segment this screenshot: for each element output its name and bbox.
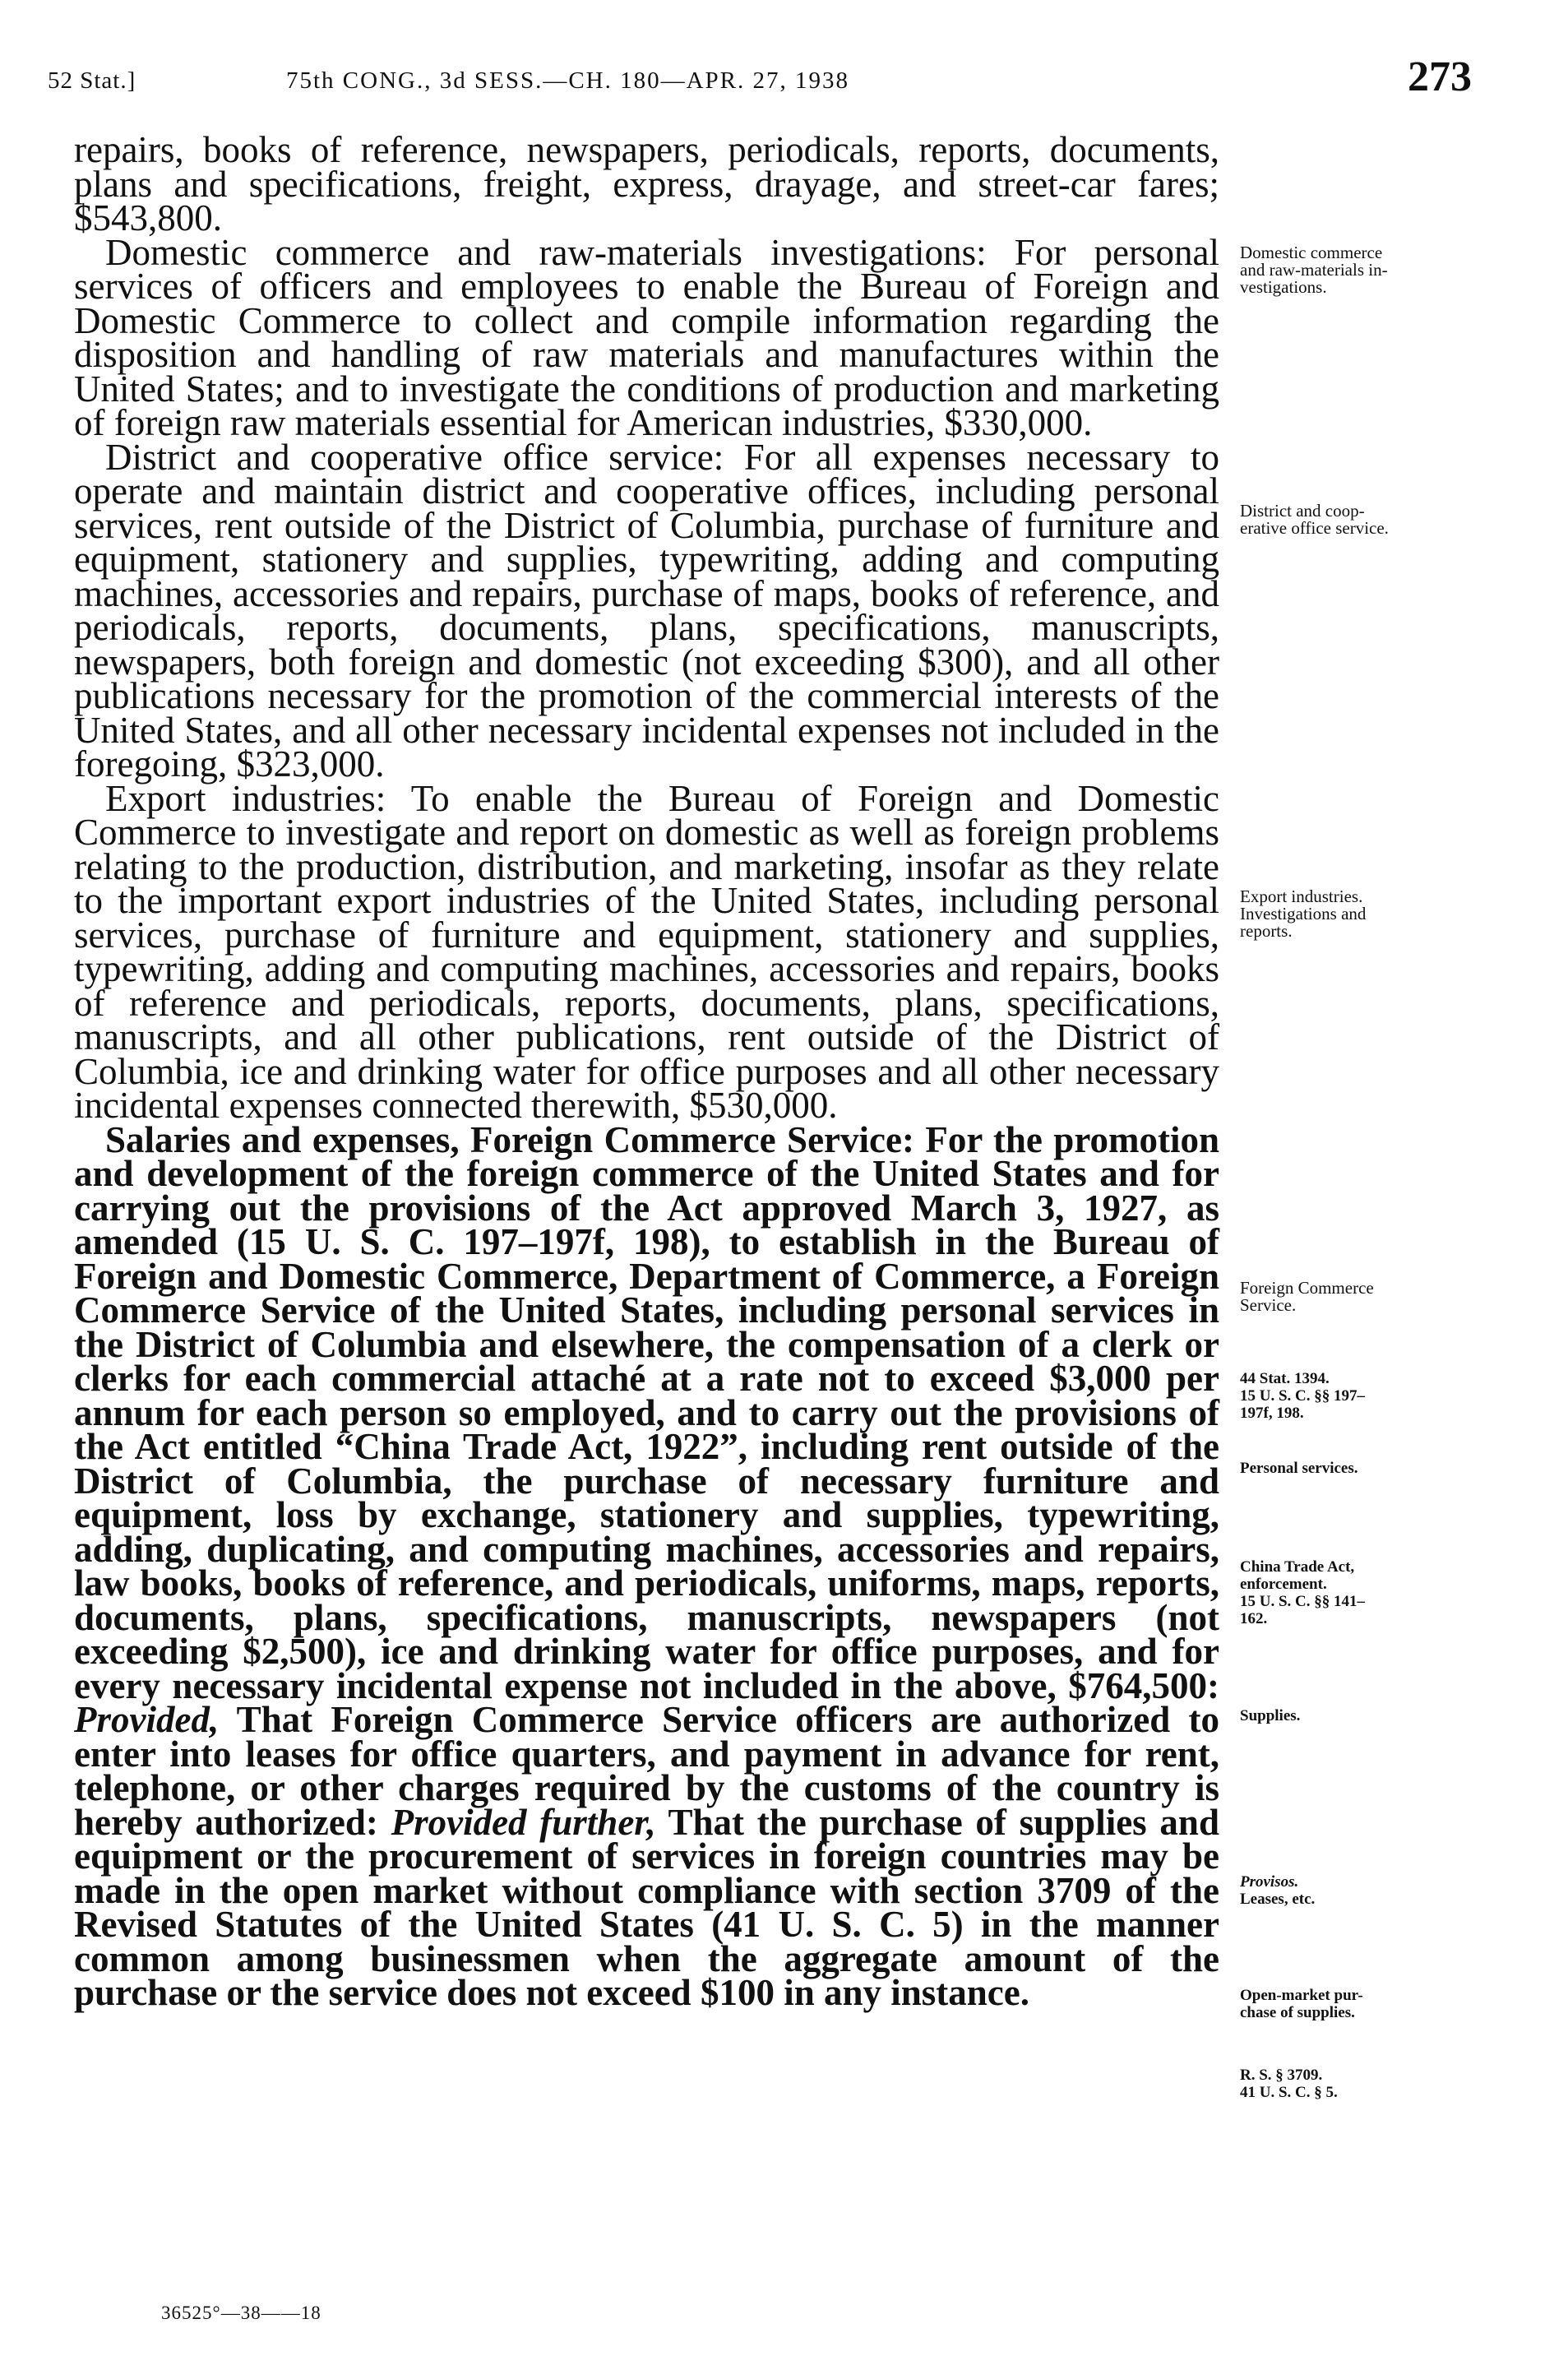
proviso-provided: Provided, (74, 1699, 220, 1740)
paragraph-district-offices: District and cooperative office service: For all expenses necessary to operate and maintain district and cooperative offices, including personal services, rent outside of the District of Columbia, purchase of furniture and equipment, stationery and supplies, typewriting, adding and computing machines, accessories and repairs, purchase of maps, books of reference, and periodicals, reports, documents, plans, specifications, manuscripts, newspapers, both foreign and domestic (not exceeding $300), and all other publications necessary for the promotion of the commercial interests of the United States, and all other necessary incidental expenses not included in the foregoing, $323,000. (74, 436, 1219, 785)
note-line: 15 U. S. C. §§ 141– (1240, 1593, 1366, 1610)
margin-note-provisos (1240, 1873, 1487, 1908)
note-line: and raw-materials in- (1240, 260, 1388, 280)
congress-session-line: 75th CONG., 3d SESS.—CH. 180—APR. 27, 1938 (286, 67, 850, 94)
stat-reference: 52 Stat.] (48, 67, 136, 94)
printer-signature: 36525°—38——18 (161, 2303, 321, 2323)
note-line: Supplies. (1240, 1707, 1301, 1724)
note-line: Export industries. (1240, 886, 1363, 906)
note-line: Investigations and (1240, 904, 1367, 923)
margin-note-personal-services (1240, 1460, 1487, 1477)
note-line: 197f, 198. (1240, 1405, 1304, 1422)
note-line: Domestic commerce (1240, 243, 1383, 262)
note-line: Foreign Commerce (1240, 1278, 1374, 1298)
margin-note-export-industries (1240, 888, 1487, 940)
fcs-text-part-3: That the purchase of supplies and equipment or the procurement of services in foreign countries may be made in the open market without compliance with section 3709 of the Revised Statutes of the United States (41 U. S. C. 5) in the manner common among businessmen when the aggregate amount of the purchase or the service does not exceed $100 in any instance. (74, 1801, 1219, 2013)
margin-note-revised-statutes (1240, 2067, 1487, 2101)
paragraph-domestic-commerce: Domestic commerce and raw-materials investigations: For personal services of officers and employees to enable the Bureau of Foreign and Domestic Commerce to collect and compile information regarding the disposition and handling of raw materials and manufactures within the United States; and to investigate the conditions of production and marketing of foreign raw materials essential for American industries, $330,000. (74, 231, 1219, 443)
margin-note-district-offices (1240, 502, 1487, 537)
note-line: Leases, etc. (1240, 1891, 1316, 1908)
margin-note-supplies (1240, 1707, 1487, 1724)
paragraph-carryover: repairs, books of reference, newspapers, periodicals, reports, documents, plans and specifications, freight, express, drayage, and street-car fares; $543,800. (74, 129, 1219, 238)
note-line: erative office service. (1240, 518, 1389, 538)
note-line: Open-market pur- (1240, 1987, 1363, 2004)
note-line: 44 Stat. 1394. (1240, 1370, 1330, 1387)
proviso-provided-further: Provided further, (391, 1801, 656, 1843)
note-line: reports. (1240, 921, 1293, 941)
paragraph-export-industries: Export industries: To enable the Bureau of Foreign and Domestic Commerce to investigate and report on domestic as well as foreign problems relating to the production, distribution, and marketing, insofar as they relate to the important export industries of the United States, including personal services, purchase of furniture and equipment, stationery and supplies, typewriting, adding and computing machines, accessories and repairs, books of reference and periodicals, reports, documents, plans, specifications, manuscripts, and all other publications, rent outside of the District of Columbia, ice and drinking water for office purposes and all other necessary incidental expenses connected therewith, $530,000. (74, 777, 1219, 1126)
note-line: enforcement. (1240, 1576, 1327, 1593)
running-header (0, 0, 1568, 107)
fcs-text-part-2: That Foreign Commerce Service officers are authorized to enter into leases for office quarters, and payment in advance for rent, telephone, or other charges required by the customs of the country is hereby authorized: (74, 1699, 1219, 1843)
margin-note-stat-citation (1240, 1370, 1487, 1422)
note-line: China Trade Act, (1240, 1558, 1355, 1576)
body-text (74, 129, 1219, 2013)
fcs-text-part-1: Salaries and expenses, Foreign Commerce Service: For the promotion and development of the foreign commerce of the United States and for carrying out the provisions of the Act approved March 3, 1927, as amended (15 U. S. C. 197–197f, 198), to establish in the Bureau of Foreign and Domestic Commerce, Department of Commerce, a Foreign Commerce Service of the United States, including personal services in the District of Columbia and elsewhere, the compensation of a clerk or clerks for each commercial attaché at a rate not to exceed $3,000 per annum for each person so employed, and to carry out the provisions of the Act entitled “China Trade Act, 1922”, including rent outside of the District of Columbia, the purchase of necessary furniture and equipment, loss by exchange, stationery and supplies, typewriting, adding, duplicating, and computing machines, accessories and repairs, law books, books of reference, and periodicals, uniforms, maps, reports, documents, plans, specifications, manuscripts, newspapers (not exceeding $2,500), ice and drinking water for office purposes, and for every necessary incidental expense not included in the above, $764,500: (74, 1118, 1219, 1706)
note-line: chase of supplies. (1240, 2004, 1355, 2021)
note-line: 41 U. S. C. § 5. (1240, 2084, 1338, 2101)
page-number: 273 (1408, 53, 1472, 100)
note-line: 162. (1240, 1610, 1268, 1627)
note-line: R. S. § 3709. (1240, 2067, 1323, 2084)
note-line: vestigations. (1240, 277, 1327, 297)
note-line: 15 U. S. C. §§ 197– (1240, 1387, 1366, 1405)
note-line: Service. (1240, 1295, 1297, 1315)
margin-note-foreign-commerce-service (1240, 1280, 1487, 1314)
note-line: District and coop- (1240, 501, 1365, 521)
margin-note-china-trade-act (1240, 1558, 1487, 1627)
margin-note-open-market (1240, 1987, 1487, 2021)
note-line: Personal services. (1240, 1460, 1358, 1477)
paragraph-foreign-commerce-service (74, 1118, 1219, 2013)
note-line: Provisos. (1240, 1873, 1299, 1891)
margin-note-domestic-commerce (1240, 244, 1487, 296)
